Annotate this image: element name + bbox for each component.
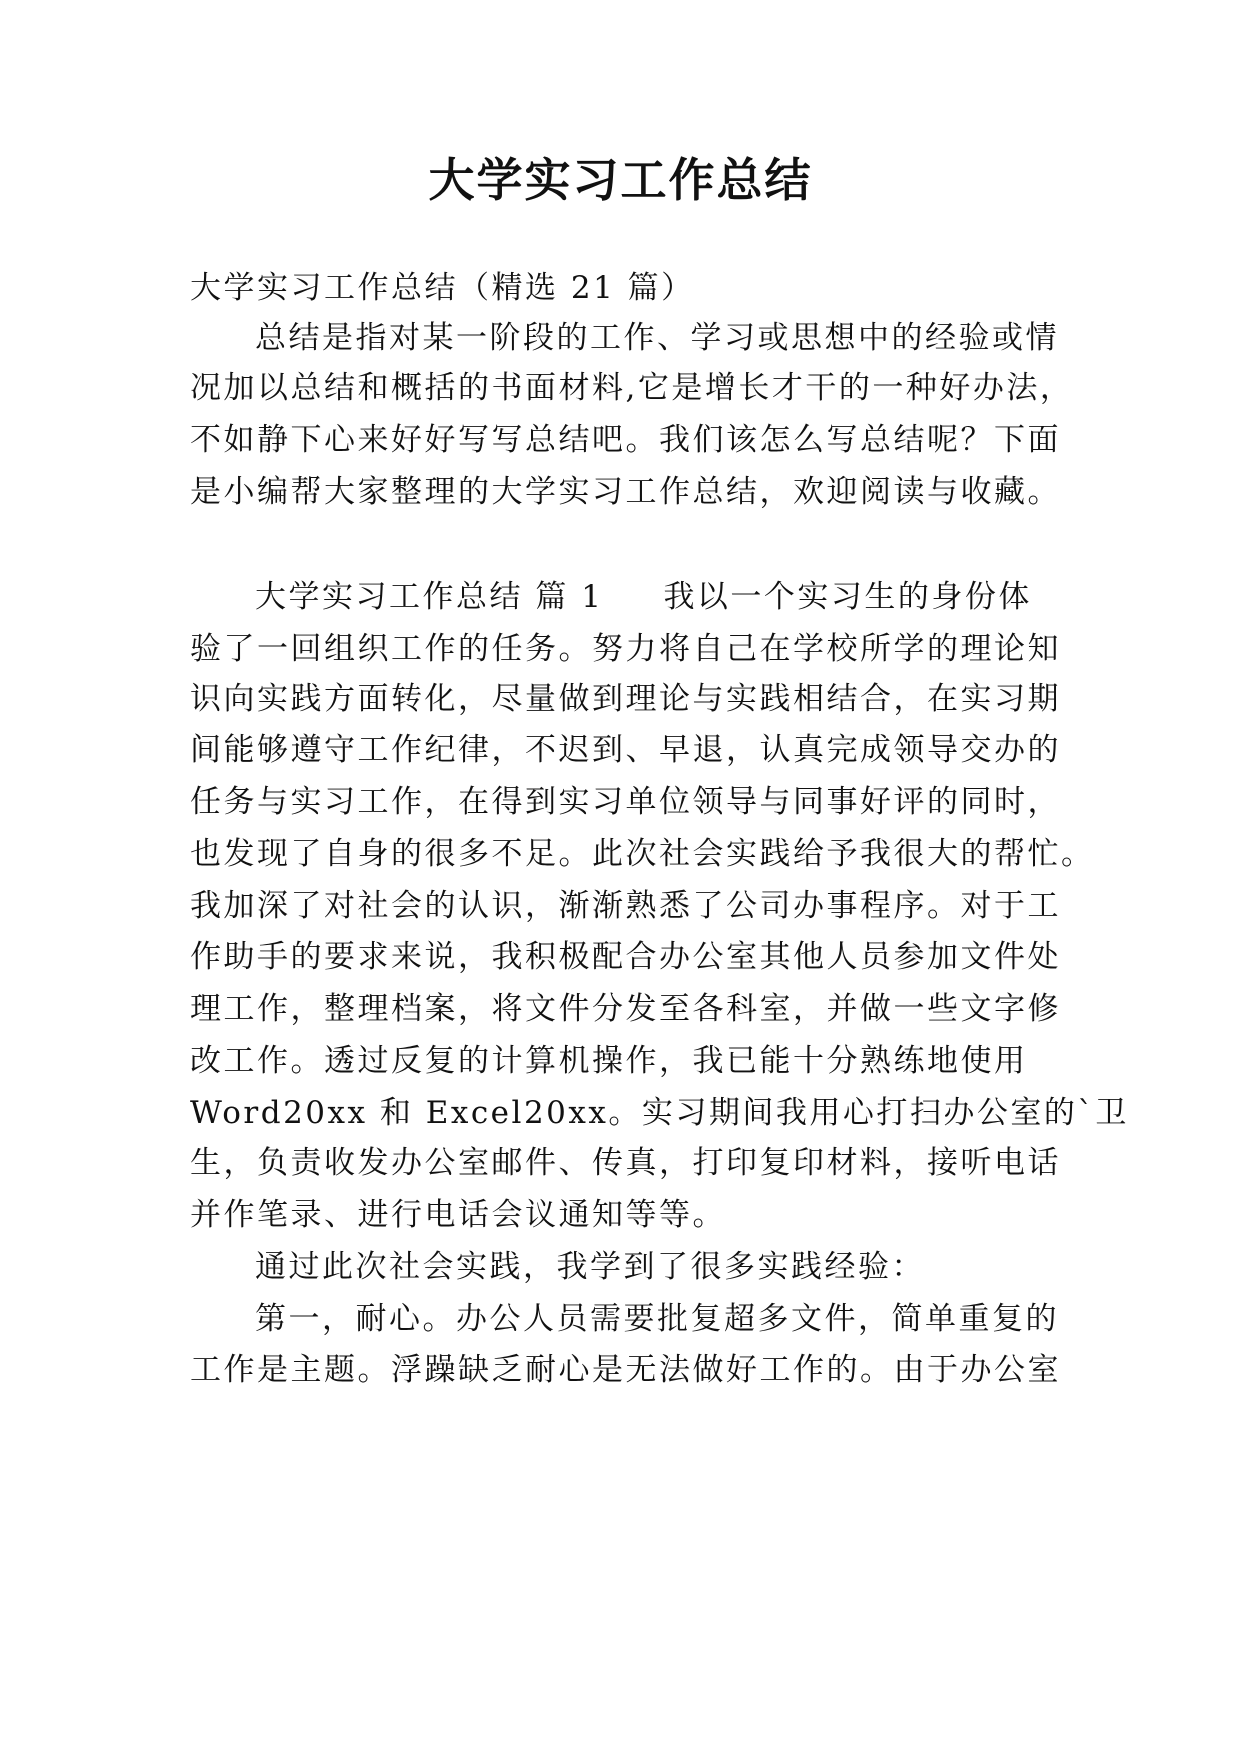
section1-line: 生，负责收发办公室邮件、传真，打印复印材料，接听电话: [190, 1145, 1061, 1181]
section1-line: 任务与实习工作，在得到实习单位领导与同事好评的同时，: [190, 784, 1061, 820]
intro-line: 总结是指对某一阶段的工作、学习或思想中的经验或情: [255, 320, 1059, 356]
section1-line: 作助手的要求来说，我积极配合办公室其他人员参加文件处: [190, 939, 1061, 975]
section1-line: 我加深了对社会的认识，渐渐熟悉了公司办事程序。对于工: [190, 888, 1061, 924]
intro-line: 是小编帮大家整理的大学实习工作总结，欢迎阅读与收藏。: [190, 474, 1061, 510]
paragraph-3-line: 工作是主题。浮躁缺乏耐心是无法做好工作的。由于办公室: [190, 1352, 1061, 1388]
paragraph-3-line: 第一，耐心。办公人员需要批复超多文件，简单重复的: [255, 1301, 1059, 1337]
section1-line: 验了一回组织工作的任务。努力将自己在学校所学的理论知: [190, 631, 1061, 667]
section1-line: 间能够遵守工作纪律，不迟到、早退，认真完成领导交办的: [190, 732, 1061, 768]
section1-line: 理工作，整理档案，将文件分发至各科室，并做一些文字修: [190, 991, 1061, 1027]
section1-line: 也发现了自身的很多不足。此次社会实践给予我很大的帮忙。: [190, 836, 1095, 872]
section1-heading: 大学实习工作总结 篇 1: [255, 579, 604, 615]
section1-line: 改工作。透过反复的计算机操作，我已能十分熟练地使用: [190, 1043, 1028, 1079]
intro-line: 不如静下心来好好写写总结吧。我们该怎么写总结呢？下面: [190, 422, 1061, 458]
section1-line: Word20xx 和 Excel20xx。实习期间我用心打扫办公室的`卫: [190, 1095, 1129, 1131]
section1-first-line: [255, 575, 1032, 619]
section1-line: 识向实践方面转化，尽量做到理论与实践相结合，在实习期: [190, 681, 1061, 717]
section1-first-line-text: 我以一个实习生的身份体: [663, 579, 1032, 615]
intro-line: 况加以总结和概括的书面材料,它是增长才干的一种好办法，: [190, 370, 1074, 406]
document-title: 大学实习工作总结: [428, 153, 813, 207]
paragraph-2: 通过此次社会实践，我学到了很多实践经验：: [255, 1249, 925, 1285]
section1-line: 并作笔录、进行电话会议通知等等。: [190, 1197, 726, 1233]
document-subtitle: 大学实习工作总结（精选 21 篇）: [190, 270, 695, 306]
